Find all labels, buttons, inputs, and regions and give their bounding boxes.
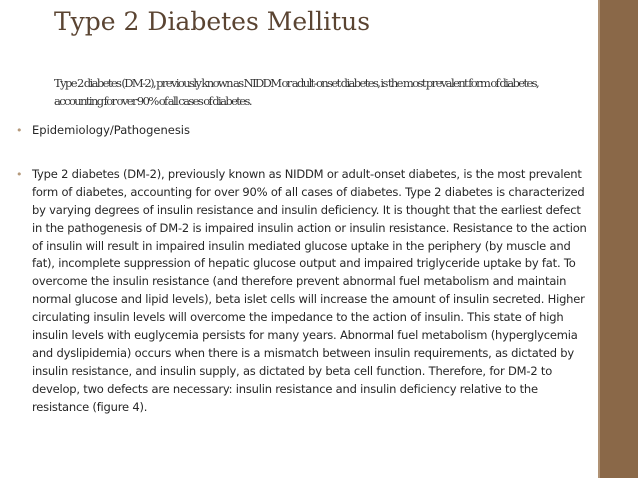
slide-title: Type 2 Diabetes Mellitus: [54, 7, 371, 36]
bullet-list: [16, 122, 588, 417]
decorative-side-bar: [600, 0, 638, 478]
bullet-text: Type 2 diabetes (DM-2), previously known as NIDDM or adult-onset diabetes, is the most prevalent form of diabetes, accounting for over 90% of all cases of diabetes. Type 2 diabetes is characterized by varying degrees of insulin resistance and insulin deficiency. It is thought that the earliest defect in the pathogenesis of DM-2 is impaired insulin action or insulin resistance. Resistance to the action of insulin will result in impaired insulin mediated glucose uptake in the periphery (by muscle and fat), incomplete suppression of hepatic glucose output and impaired triglyceride uptake by fat. To overcome the insulin resistance (and therefore prevent abnormal fuel metabolism and maintain normal glucose and lipid levels), beta islet cells will increase the amount of insulin secreted. Higher circulating insulin levels will overcome the impedance to the action of insulin. This state of high insulin levels with euglycemia persists for many years. Abnormal fuel metabolism (hyperglycemia and dyslipidemia) occurs when there is a mismatch between insulin requirements, as dictated by insulin resistance, and insulin supply, as dictated by beta cell function. Therefore, for DM-2 to develop, two defects are necessary: insulin resistance and insulin deficiency relative to the resistance (figure 4).: [32, 166, 587, 414]
bullet-marker: •: [16, 124, 23, 137]
bullet-item-description: [16, 166, 588, 417]
bullet-marker: •: [16, 167, 23, 181]
bullet-text: Epidemiology/Pathogenesis: [32, 123, 190, 137]
bullet-item-epidemiology: [16, 122, 588, 140]
slide-subtitle: Type 2 diabetes (DM-2), previously known as NIDDM or adult-onset diabetes, is the most prevalent form of diabetes, accounting for over 90% of all cases of diabetes.: [54, 76, 539, 108]
